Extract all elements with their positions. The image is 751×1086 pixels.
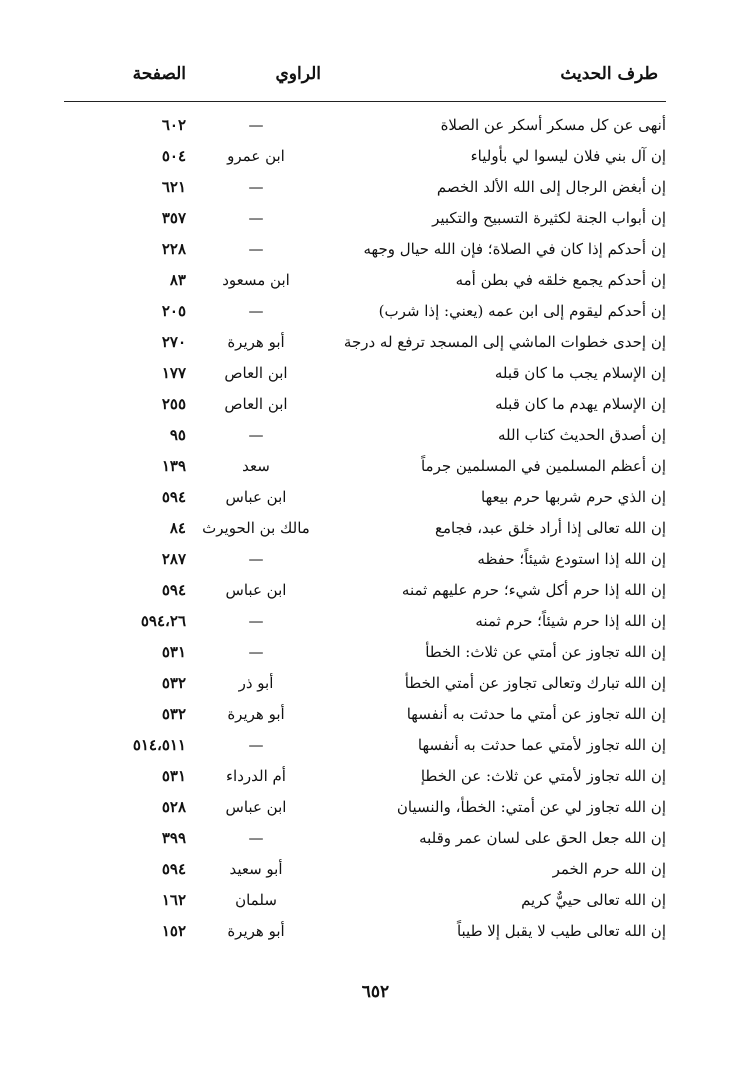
page-reference: ٣٩٩ [161, 829, 186, 847]
page-reference: ١٥٢ [161, 922, 186, 940]
table-row [64, 670, 666, 701]
narrator-name: — [248, 240, 264, 258]
hadith-text: إن أحدكم يجمع خلقه في بطن أمه [455, 271, 666, 289]
hadith-text: إن أحدكم ليقوم إلى ابن عمه (يعني: إذا شرب) [378, 302, 666, 320]
page-reference: ٢٧٠ [161, 333, 186, 351]
table-row [64, 298, 666, 329]
narrator-name: سعد [242, 457, 270, 475]
page-reference: ٥٣٢ [161, 674, 186, 692]
narrator-name: — [248, 643, 264, 661]
hadith-text: إن الله إذا حرم أكل شيء؛ حرم عليهم ثمنه [401, 581, 666, 599]
narrator-name: — [248, 209, 264, 227]
hadith-text: إن أصدق الحديث كتاب الله [498, 426, 666, 444]
page-reference: ٩٥ [169, 426, 186, 444]
hadith-text: إن الله إذا حرم شيئاً؛ حرم ثمنه [475, 612, 666, 630]
narrator-name: أبو هريرة [227, 333, 285, 351]
narrator-name: — [248, 736, 264, 754]
narrator-name: أم الدرداء [226, 767, 286, 785]
table-header [64, 60, 666, 94]
hadith-text: إن الله إذا استودع شيئاً؛ حفظه [477, 550, 666, 568]
narrator-name: أبو هريرة [227, 705, 285, 723]
narrator-name: أبو سعيد [229, 860, 283, 878]
table-row [64, 360, 666, 391]
page-reference: ٥٣١ [161, 643, 186, 661]
narrator-name: — [248, 302, 264, 320]
page-reference: ٥٣١ [161, 767, 186, 785]
page-reference: ٢٠٥ [161, 302, 186, 320]
table-row [64, 143, 666, 174]
hadith-text: أنهى عن كل مسكر أسكر عن الصلاة [440, 116, 666, 134]
narrator-name: ابن عباس [225, 798, 287, 816]
page-reference: ١٣٩ [161, 457, 186, 475]
header-page: الصفحة [132, 64, 186, 84]
narrator-name: — [248, 829, 264, 847]
table-row [64, 608, 666, 639]
table-row [64, 701, 666, 732]
narrator-name: ابن عباس [225, 581, 287, 599]
table-row [64, 205, 666, 236]
page-reference: ٥٩٤ [161, 581, 186, 599]
table-row [64, 732, 666, 763]
hadith-text: إن أبواب الجنة لكثيرة التسبيح والتكبير [432, 209, 666, 227]
page-number: ٦٥٢ [361, 982, 390, 1002]
table-row [64, 267, 666, 298]
page-reference: ٦٠٢ [161, 116, 186, 134]
hadith-text: إن الله تجاوز عن أمتي عن ثلاث: الخطأ [425, 643, 666, 661]
hadith-text: إن الإسلام يهدم ما كان قبله [495, 395, 666, 413]
narrator-name: — [248, 426, 264, 444]
table-row [64, 391, 666, 422]
hadith-text: إن إحدى خطوات الماشي إلى المسجد ترفع له درجة [343, 333, 666, 351]
page-reference: ٥٩٤ [161, 860, 186, 878]
narrator-name: أبو ذر [238, 674, 274, 692]
table-row [64, 918, 666, 949]
page-reference: ٥٩٤،٢٦ [140, 612, 186, 630]
table-row [64, 856, 666, 887]
page-reference: ٣٥٧ [161, 209, 186, 227]
narrator-name: ابن مسعود [222, 271, 290, 289]
page-reference: ٨٤ [169, 519, 186, 537]
table-row [64, 329, 666, 360]
narrator-name: — [248, 178, 264, 196]
page-reference: ٢٥٥ [161, 395, 186, 413]
narrator-name: ابن العاص [224, 364, 288, 382]
hadith-text: إن الإسلام يجب ما كان قبله [494, 364, 666, 382]
page-reference: ١٦٢ [161, 891, 186, 909]
hadith-text: إن الله تبارك وتعالى تجاوز عن أمتي الخطأ [404, 674, 666, 692]
narrator-name: ابن العاص [224, 395, 288, 413]
table-row [64, 112, 666, 143]
narrator-name: سلمان [235, 891, 277, 909]
hadith-text: إن الله تعالى إذا أراد خلق عبد، فجامع [434, 519, 666, 537]
table-row [64, 174, 666, 205]
hadith-text: إن آل بني فلان ليسوا لي بأولياء [470, 147, 666, 165]
page-reference: ٥١٤،٥١١ [132, 736, 186, 754]
page-reference: ٢٨٧ [161, 550, 186, 568]
narrator-name: أبو هريرة [227, 922, 285, 940]
table-row [64, 887, 666, 918]
hadith-text: إن أبغض الرجال إلى الله الألد الخصم [436, 178, 666, 196]
page-reference: ٨٣ [169, 271, 186, 289]
narrator-name: — [248, 116, 264, 134]
header-hadith: طرف الحديث [560, 64, 658, 84]
header-divider [64, 101, 666, 102]
hadith-text: إن الله تجاوز لأمتي عن ثلاث: عن الخطإ [420, 767, 666, 785]
table-row [64, 422, 666, 453]
page-reference: ٥٣٢ [161, 705, 186, 723]
hadith-text: إن أعظم المسلمين في المسلمين جرماً [420, 457, 666, 475]
hadith-text: إن الذي حرم شربها حرم بيعها [481, 488, 666, 506]
page-reference: ١٧٧ [161, 364, 186, 382]
hadith-text: إن الله جعل الحق على لسان عمر وقلبه [419, 829, 666, 847]
table-row [64, 236, 666, 267]
page-reference: ٢٢٨ [161, 240, 186, 258]
hadith-text: إن أحدكم إذا كان في الصلاة؛ فإن الله حيال وجهه [363, 240, 666, 258]
hadith-text: إن الله تجاوز لي عن أمتي: الخطأ، والنسيان [396, 798, 666, 816]
page-reference: ٦٢١ [161, 178, 186, 196]
page-reference: ٥٩٤ [161, 488, 186, 506]
table-row [64, 453, 666, 484]
table-row [64, 763, 666, 794]
table-row [64, 825, 666, 856]
hadith-text: إن الله تجاوز لأمتي عما حدثت به أنفسها [417, 736, 666, 754]
page-reference: ٥٢٨ [161, 798, 186, 816]
hadith-text: إن الله تعالى حييٌّ كريم [521, 891, 666, 909]
narrator-name: — [248, 612, 264, 630]
hadith-text: إن الله تعالى طيب لا يقبل إلا طيباً [456, 922, 666, 940]
table-row [64, 639, 666, 670]
hadith-text: إن الله حرم الخمر [552, 860, 666, 878]
table-row [64, 794, 666, 825]
page-reference: ٥٠٤ [161, 147, 186, 165]
narrator-name: ابن عمرو [227, 147, 285, 165]
hadith-text: إن الله تجاوز عن أمتي ما حدثت به أنفسها [406, 705, 666, 723]
header-narrator: الراوي [275, 64, 321, 84]
table-row [64, 515, 666, 546]
narrator-name: — [248, 550, 264, 568]
table-row [64, 577, 666, 608]
narrator-name: مالك بن الحويرث [202, 519, 310, 537]
index-table-body [64, 112, 666, 949]
table-row [64, 546, 666, 577]
narrator-name: ابن عباس [225, 488, 287, 506]
table-row [64, 484, 666, 515]
